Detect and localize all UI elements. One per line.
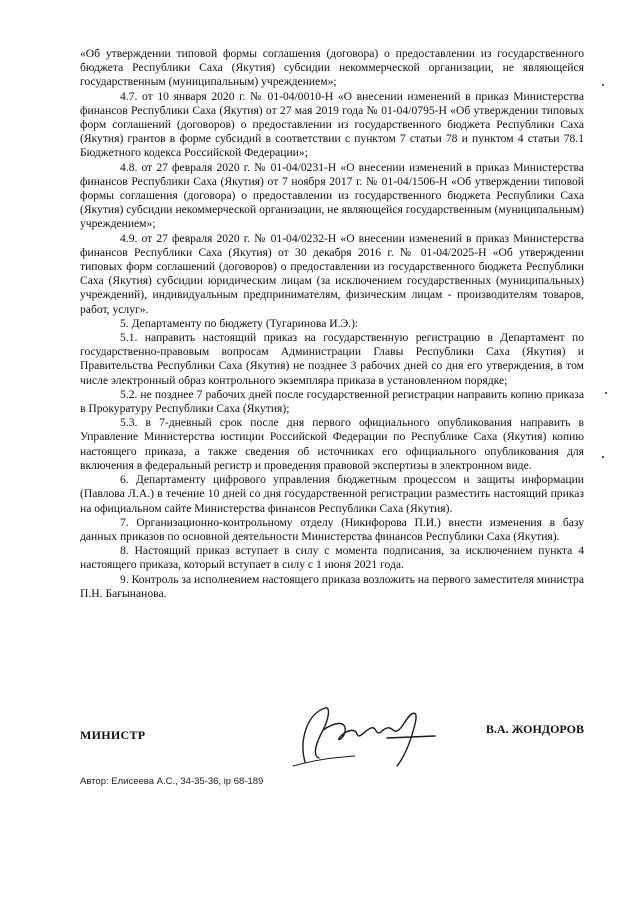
paragraph-7: 7. Организационно-контрольному отделу (Никифорова П.И.) внести изменения в базу данных приказов по основной деятельности Министерства финансов Республики Саха (Якутия).	[80, 515, 584, 543]
paragraph-4-7: 4.7. от 10 января 2020 г. № 01-04/0010-Н «О внесении изменений в приказ Министерства финансов Республики Саха (Якутия) от 27 мая 2019 года № 01-04/0795-Н «Об утверждении типовых форм соглашений (договоров) о предоставлении из государственного бюджета Республики Саха (Якутия) грантов в форме субсидий в соответствии с пунктом 7 статьи 78 и пунктом 4 статьи 78.1 Бюджетного кодекса Российской Федерации»;	[80, 89, 584, 160]
paragraph-9: 9. Контроль за исполнением настоящего приказа возложить на первого заместителя министра П.Н. Бағынанова.	[80, 572, 584, 600]
paragraph-5-3: 5.3. в 7-дневный срок после дня первого официального опубликования направить в Управление Министерства юстиции Российской Федерации по Республике Саха (Якутия) копию настоящего приказа, а также сведения об источниках его официального опубликования для включения в федеральный регистр и проведения правовой экспертизы в электронном виде.	[80, 416, 584, 472]
handwritten-signature-icon	[285, 700, 455, 775]
scan-speck	[605, 392, 607, 394]
paragraph-5-1: 5.1. направить настоящий приказ на государственную регистрацию в Департамент по государственно-правовым вопросам Администрации Главы Республики Саха (Якутия) и Правительства Республики Саха (Якутия) не позднее 3 рабочих дней со дня его утверждения, в том числе электронный образ контрольного экземпляра приказа в установленном порядке;	[80, 331, 584, 387]
paragraph-6: 6. Департаменту цифрового управления бюджетным процессом и защиты информации (Павлова Л.А.) в течение 10 дней со дня государственной регистрации разместить настоящий приказ на официальном сайте Министерства финансов Республики Саха (Якутия).	[80, 473, 584, 515]
paragraph-8: 8. Настоящий приказ вступает в силу с момента подписания, за исключением пункта 4 настоящего приказа, который вступает в силу с 1 июня 2021 года.	[80, 544, 584, 572]
scan-speck	[602, 84, 604, 86]
author-footer: Автор: Елисеева А.С., 34-35-36, ip 68-189	[80, 776, 264, 787]
paragraph-4-8: 4.8. от 27 февраля 2020 г. № 01-04/0231-Н «О внесении изменений в приказ Министерства финансов Республики Саха (Якутия) от 7 ноября 2017 г. № 01-04/1506-Н «Об утверждении типовой формы соглашения (договора) о предоставлении из государственного бюджета Республики Саха (Якутия) субсидии некоммерческой организации, не являющейся государственным (муниципальным) учреждением»;	[80, 160, 584, 231]
paragraph-5-2: 5.2. не позднее 7 рабочих дней после государственной регистрации направить копию приказа в Прокуратуру Республики Саха (Якутия);	[80, 387, 584, 416]
signatory-title: МИНИСТР	[80, 728, 146, 742]
paragraph-5: 5. Департаменту по бюджету (Тугаринова И.Э.):	[120, 316, 359, 330]
signatory-name: В.А. ЖОНДОРОВ	[485, 722, 584, 736]
signature-block	[80, 700, 584, 780]
document-body	[80, 47, 584, 601]
paragraph-continuation: «Об утверждении типовой формы соглашения (договора) о предоставлении из государственного бюджета Республики Саха (Якутия) субсидии некоммерческой организации, не являющейся государственным (муниципальным) учреждением»;	[80, 47, 584, 89]
scan-speck	[602, 456, 604, 458]
paragraph-4-9: 4.9. от 27 февраля 2020 г. № 01-04/0232-Н «О внесении изменений в приказ Министерства финансов Республики Саха (Якутия) от 30 декабря 2016 г. № 01-04/2025-Н «Об утверждении типовых форм соглашений (договоров) о предоставлении из государственного бюджета Республики Саха (Якутия) субсидии юридическим лицам (за исключением государственных (муниципальных) учреждений), индивидуальным предпринимателям, физическим лицам - производителям товаров, работ, услуг».	[80, 231, 584, 316]
